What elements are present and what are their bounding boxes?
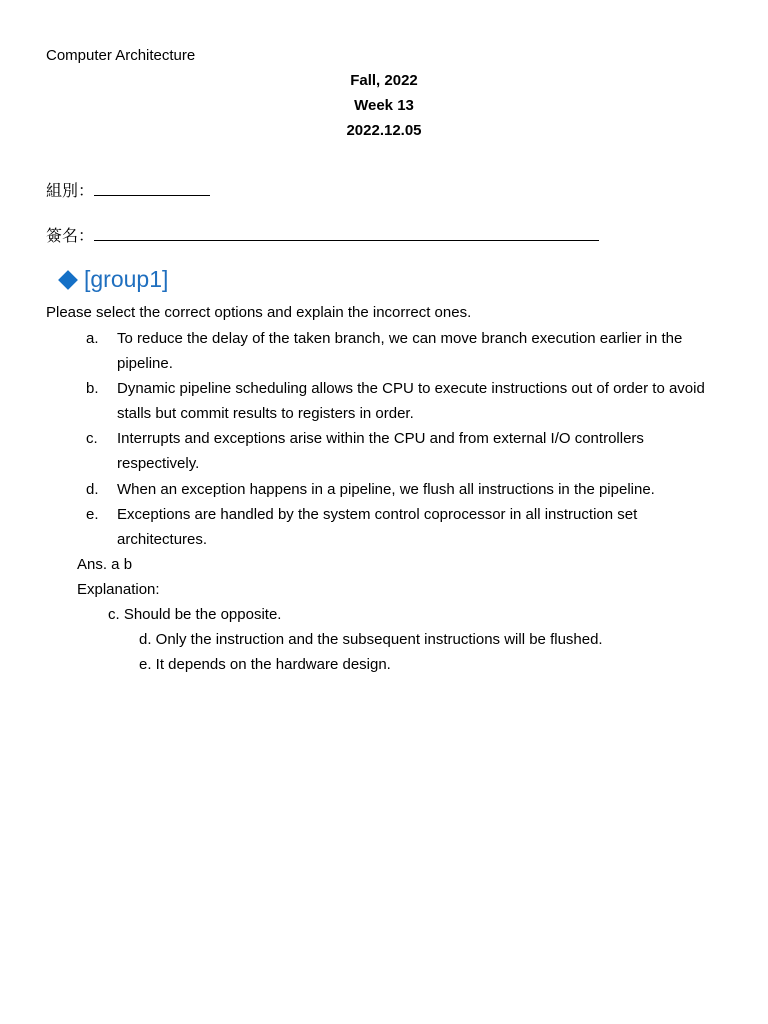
- option-letter: e.: [86, 506, 99, 523]
- question-prompt: Please select the correct options and explain the incorrect ones.: [46, 304, 472, 321]
- signature-label: 簽名：: [46, 228, 95, 245]
- course-name: Computer Architecture: [46, 47, 196, 64]
- section-heading-text: [group1]: [84, 266, 169, 292]
- option-letter: c.: [86, 430, 98, 447]
- option-text: When an exception happens in a pipeline, we flush all instructions in the pipeline.: [117, 481, 655, 498]
- explanation-item: d. Only the instruction and the subsequent instructions will be flushed.: [139, 631, 603, 648]
- option-text: Interrupts and exceptions arise within the CPU and from external I/O controllers respectively.: [117, 430, 644, 472]
- diamond-bullet-icon: [58, 270, 78, 290]
- section-heading: [57, 264, 168, 294]
- week: Week 13: [354, 97, 414, 114]
- signature-blank-line: [94, 226, 599, 241]
- explanation-label: Explanation:: [77, 581, 160, 598]
- answer-line: Ans. a b: [77, 556, 133, 573]
- date: 2022.12.05: [346, 122, 422, 139]
- signature-field: [46, 226, 599, 247]
- explanation-item: c. Should be the opposite.: [108, 606, 282, 623]
- semester: Fall, 2022: [350, 72, 418, 89]
- option-letter: b.: [86, 380, 99, 397]
- option-text: To reduce the delay of the taken branch, we can move branch execution earlier in the pipeline.: [117, 330, 683, 372]
- group-field: [46, 181, 210, 202]
- option-letter: d.: [86, 481, 99, 498]
- explanation-item: e. It depends on the hardware design.: [139, 656, 391, 673]
- option-text: Exceptions are handled by the system control coprocessor in all instruction set architectures.: [117, 506, 638, 548]
- option-letter: a.: [86, 330, 99, 347]
- group-blank-line: [94, 181, 210, 196]
- group-label: 組別：: [46, 183, 95, 200]
- option-text: Dynamic pipeline scheduling allows the CPU to execute instructions out of order to avoid stalls but commit results to registers in order.: [117, 380, 705, 422]
